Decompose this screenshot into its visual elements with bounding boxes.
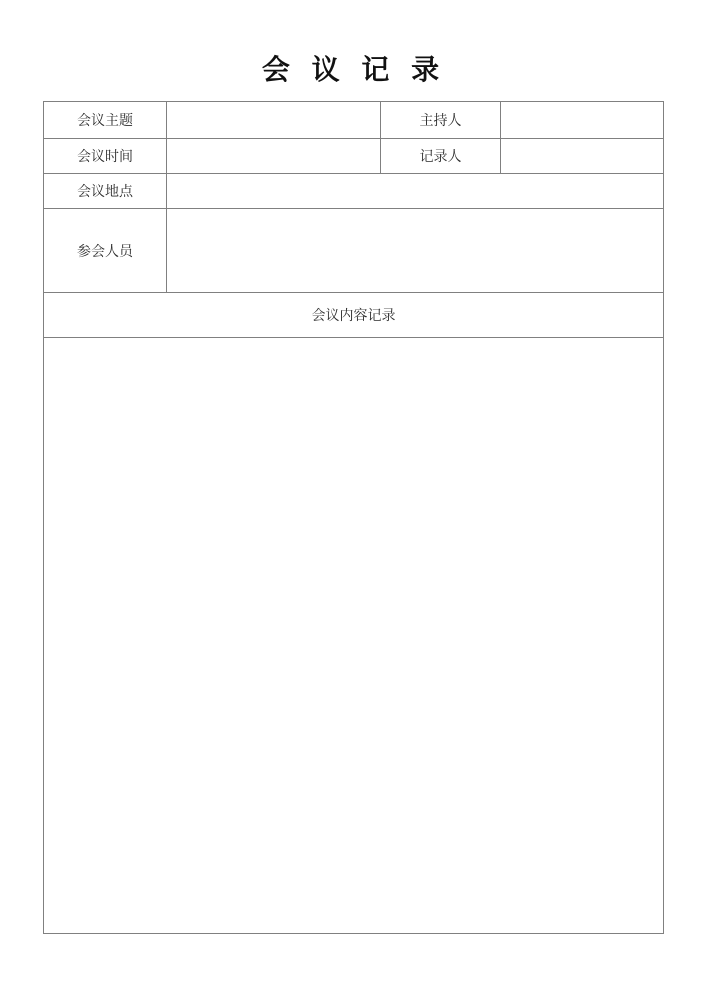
recorder-value-cell[interactable] [501,139,664,174]
document-title: 会 议 记 录 [261,53,446,86]
meeting-minutes-table [43,101,664,934]
meeting-location-label: 会议地点 [44,174,167,209]
meeting-time-label: 会议时间 [44,139,167,174]
participants-label: 参会人员 [44,209,167,293]
meeting-time-value-cell[interactable] [167,139,381,174]
meeting-topic-label: 会议主题 [44,102,167,139]
table-row [44,102,664,139]
meeting-location-value-cell[interactable] [167,174,664,209]
content-area-cell[interactable] [44,338,664,934]
recorder-label: 记录人 [381,139,501,174]
participants-value-cell[interactable] [167,209,664,293]
table-row [44,293,664,338]
table-row [44,338,664,934]
table-row [44,174,664,209]
table-row [44,139,664,174]
host-value-cell[interactable] [501,102,664,139]
host-label: 主持人 [381,102,501,139]
content-section-header: 会议内容记录 [44,293,664,338]
table-row [44,209,664,293]
meeting-topic-value-cell[interactable] [167,102,381,139]
